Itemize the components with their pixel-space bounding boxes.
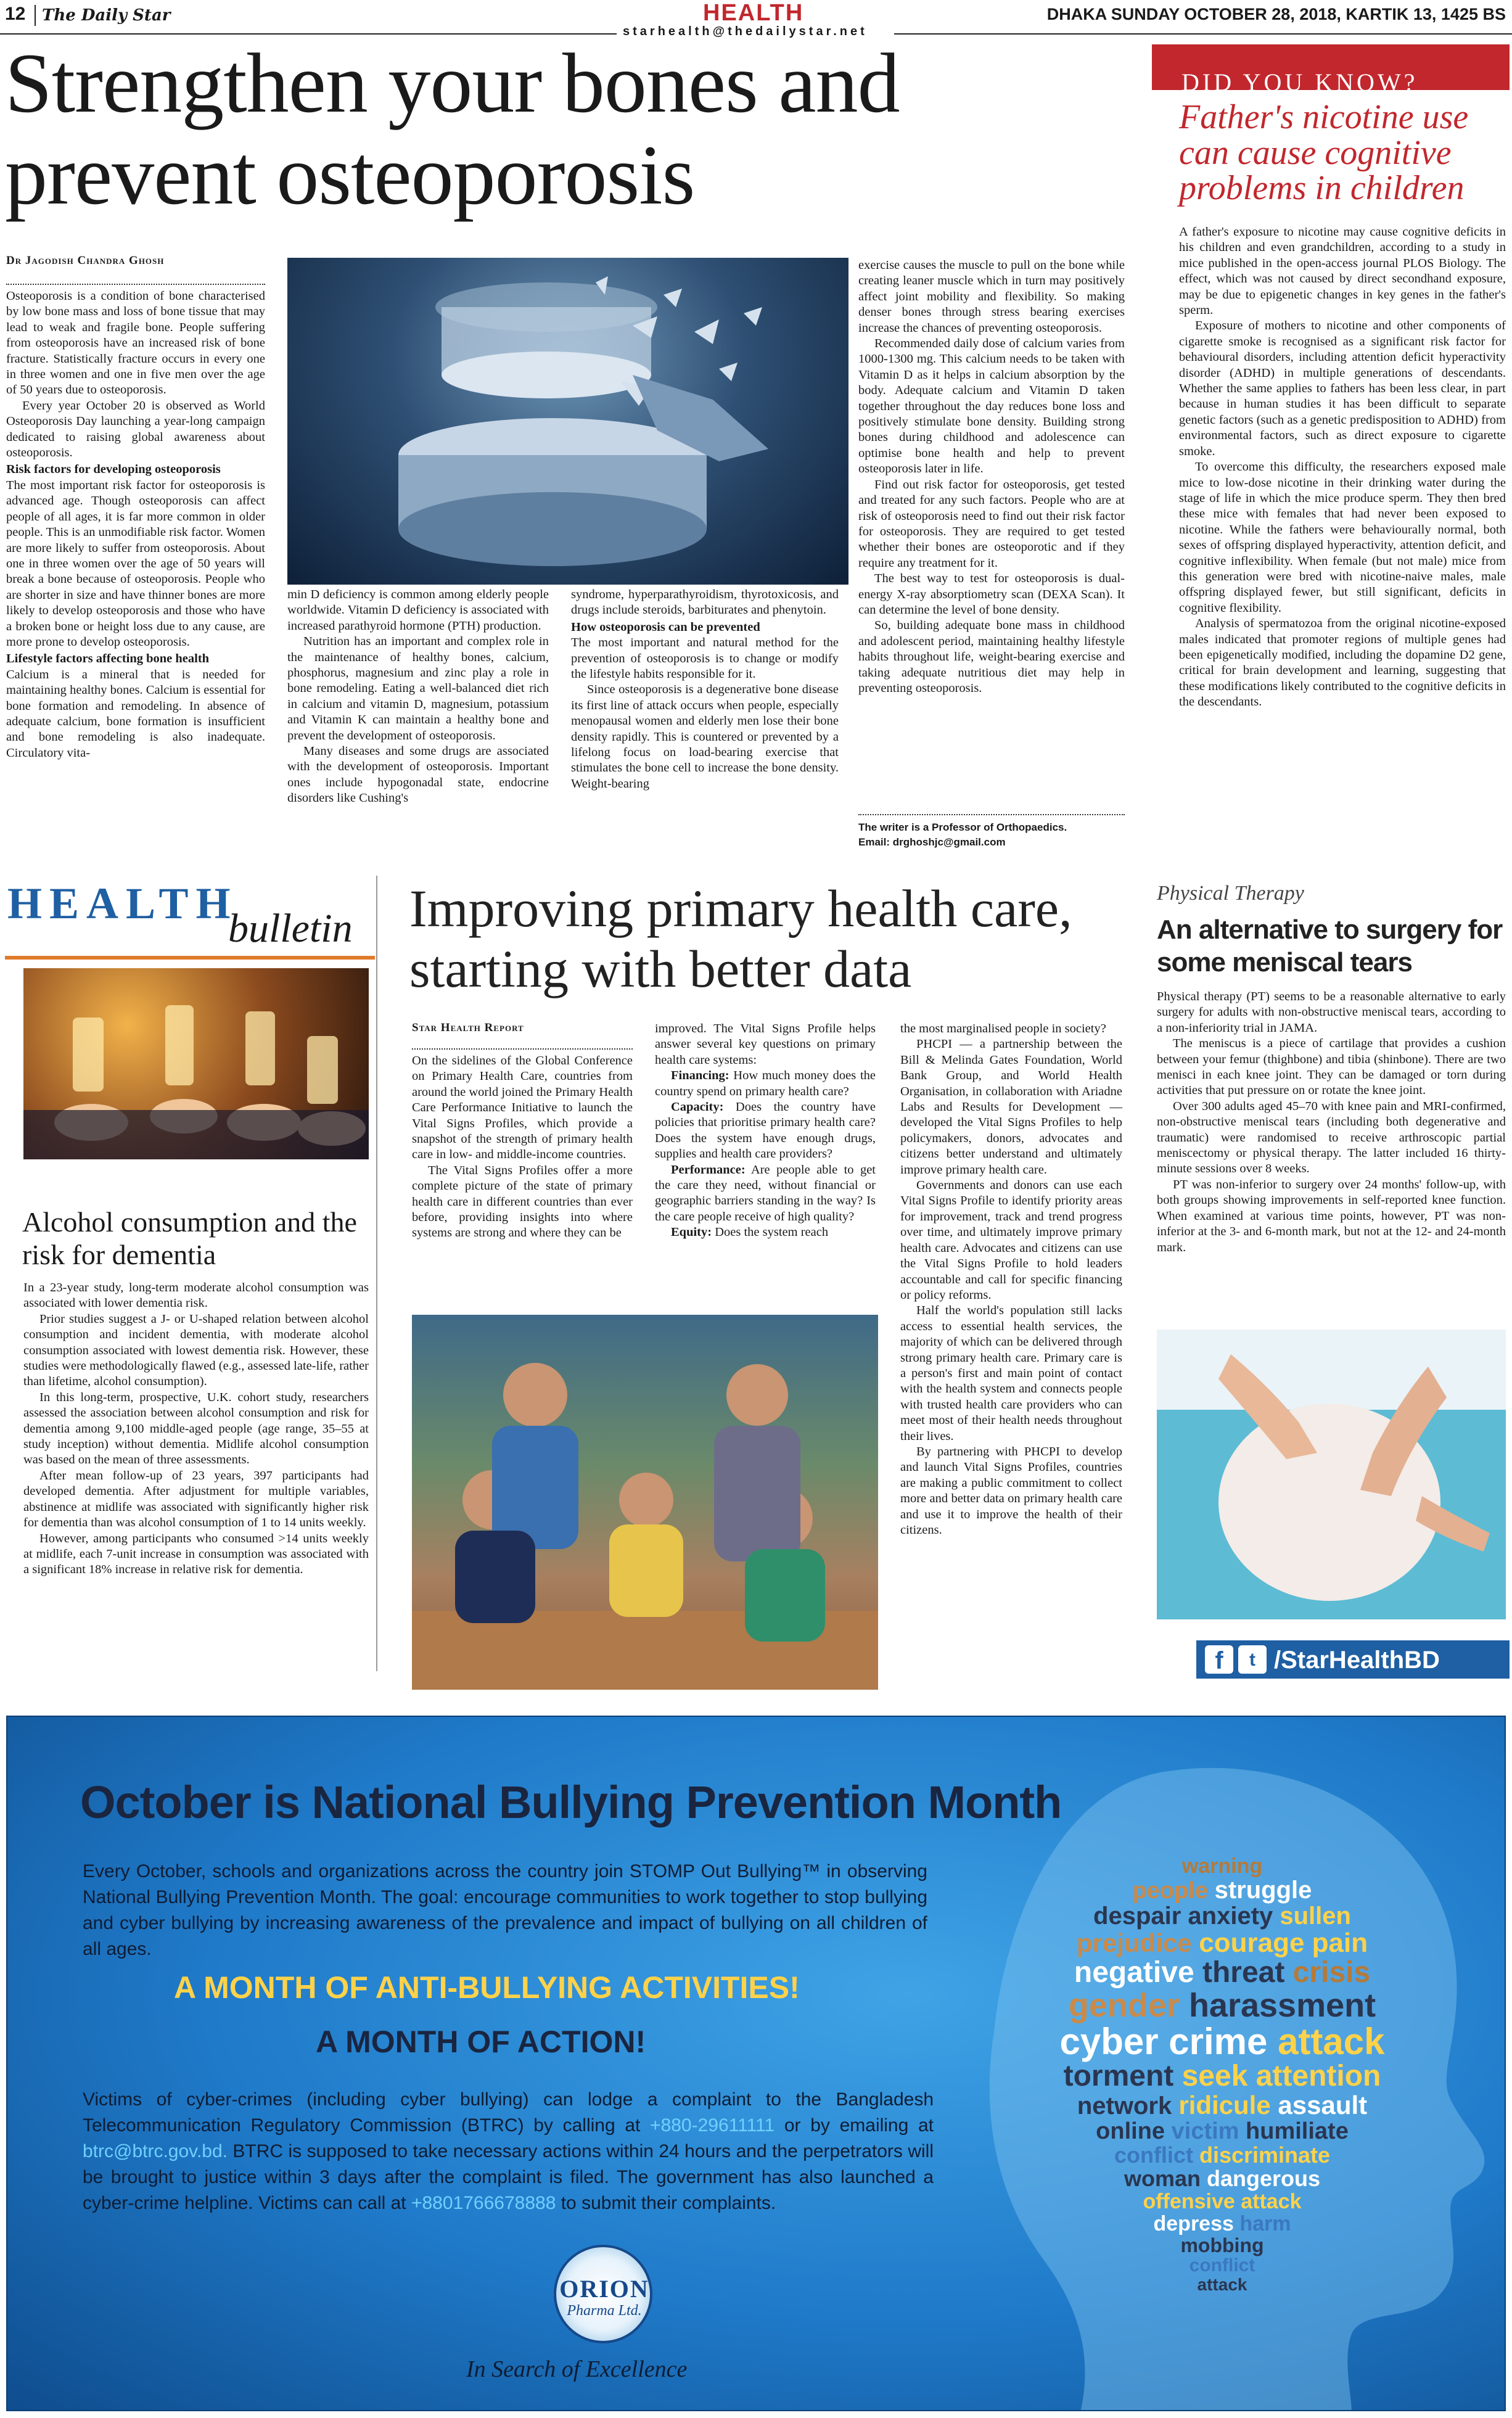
paragraph-lead: Performance:: [671, 1162, 746, 1177]
primary-care-byline: Star Health Report: [412, 1021, 524, 1034]
word-cloud-word: harassment: [1188, 1987, 1376, 2024]
word-cloud-word: network: [1077, 2092, 1179, 2120]
paragraph: Physical therapy (PT) seems to be a reasonable alternative to early surgery for adults with non-obstructive meniscal tears, according to a non-inferiority trial in JAMA.: [1157, 990, 1506, 1035]
bulletin-body: [23, 1280, 369, 1578]
paragraph: Since osteoporosis is a degenerative bone disease its first line of attack occurs when people, especially menopausal women and elderly men lose their bone density rapidly. This is countered or prevented by a lifelong focus on load-bearing exercise that stimulates the bone cell to increase the bone density. Weight-bearing: [571, 683, 839, 791]
word-cloud-row: [1019, 2144, 1426, 2166]
dateline: DHAKA SUNDAY OCTOBER 28, 2018, KARTIK 13, 1425 BS: [1046, 5, 1506, 23]
paragraph: To overcome this difficulty, the researchers exposed male mice to low-dose nicotine in their drinking water during the stage of life in which the mice produce sperm. They then bred these mice with females that had never been exposed to nicotine. While the fathers were behaviourally normal, both sexes of offspring displayed hyperactivity, attention deficit, and cognitive inflexibility. When female (but not male) mice from this generation were bred with nicotine-naive males, male offspring displayed fewer, but still significant, deficits in cognitive flexibility.: [1179, 460, 1506, 615]
paragraph: Many diseases and some drugs are associated with the development of osteoporosis. Important ones include hypogonadal state, endocrine disorders like Cushing's: [287, 744, 549, 805]
lead-byline: Dr Jagodish Chandra Ghosh: [6, 254, 165, 267]
paragraph: PT was non-inferior to surgery over 24 months' follow-up, with both groups showing improvements in self-reported knee function. When examined at various time points, however, PT was non-inferior at the 3- and 6-month mark, but not at the 12- and 24-month mark.: [1157, 1177, 1506, 1254]
paragraph: Over 300 adults aged 45–70 with knee pain and MRI-confirmed, non-obstructive meniscal tears (including both degenerative and traumatic) were randomised to receive arthroscopic partial meniscectomy or physical therapy. The latter included 16 thirty-minute sessions over 8 weeks.: [1157, 1099, 1506, 1176]
ad-headline: October is National Bullying Prevention Month: [80, 1777, 1062, 1828]
did-you-know-panel: [1152, 44, 1510, 860]
section-label: HEALTH: [703, 0, 804, 26]
word-cloud-row: [1019, 2023, 1426, 2060]
paragraph: Find out risk factor for osteoporosis, get tested and treated for any such factors. People who are at risk of osteoporosis need to find out their risk factor for osteoporosis. They are required to get tested whether their bones are osteoporotic and if they require any treatment for it.: [858, 477, 1125, 570]
vertebra-illustration: [287, 258, 848, 585]
masthead: [0, 0, 1512, 38]
paragraph: The meniscus is a piece of cartilage that provides a cushion between your femur (thighbone) and tibia (shinbone). There are two menisci in each knee joint. They can be damaged or torn during activities that put pressure on or rotate the knee joint.: [1157, 1037, 1506, 1098]
word-cloud-row: [1019, 2213, 1426, 2234]
knee-therapy-photo: [1157, 1330, 1506, 1619]
word-cloud-word: discriminate: [1199, 2142, 1331, 2168]
spine-image: [287, 258, 848, 585]
word-cloud-word: pain: [1312, 1928, 1368, 1958]
word-cloud-row: [1019, 1856, 1426, 1877]
twitter-icon[interactable]: t: [1238, 1645, 1267, 1674]
word-cloud-word: depress: [1153, 2212, 1240, 2235]
paragraph: The best way to test for osteoporosis is dual-energy X-ray absorptiometry scan (DEXA Scan). It can determine the level of bone density.: [858, 572, 1125, 617]
paragraph: exercise causes the muscle to pull on the bone while creating leaner muscle which in turn may positively affect joint mobility and flexibility. So making denser bones through stress bearing exercises increase the chances of preventing osteoporosis.: [858, 258, 1125, 335]
word-cloud-row: [1019, 2062, 1426, 2091]
paragraph: Every year October 20 is observed as World Osteoporosis Day launching a year-long campaign dedicated to raising global awareness about osteoporosis.: [6, 398, 265, 460]
paragraph: the most marginalised people in society?: [900, 1022, 1106, 1035]
paragraph-lead: Financing:: [671, 1069, 729, 1083]
word-cloud-row: [1019, 2092, 1426, 2118]
lead-col-1: [6, 289, 265, 761]
lead-col-4: [858, 258, 1125, 696]
word-cloud-row: [1019, 2191, 1426, 2212]
writer-email: Email: drghoshjc@gmail.com: [858, 836, 1006, 848]
word-cloud-word: attention: [1255, 2060, 1381, 2092]
did-you-know-kicker: DID YOU KNOW?: [1181, 68, 1418, 96]
paragraph: The Vital Signs Profiles offer a more complete picture of the state of primary health care in different countries than ever before, providing insights into where systems are strong and where they can be: [412, 1163, 633, 1240]
social-handle[interactable]: /StarHealthBD: [1274, 1647, 1440, 1674]
paragraph: Equity: Does the system reach: [671, 1225, 829, 1240]
word-cloud-row: [1019, 1904, 1426, 1928]
paragraph: The most important risk factor for osteoporosis is advanced age. Though osteoporosis can affect people of all ages, it is far more common in older people. This is an unmodifiable risk factor. Women are more likely to suffer from osteoporosis. About one in three women over the age of 50 years will break a bone because of osteoporosis. People who are shorter in size and have thinner bones are more likely to develop osteoporosis and those who have a broken bone or height loss due to any cause, are more prone to develop osteoporosis.: [6, 478, 265, 649]
word-cloud-word: torment: [1063, 2060, 1182, 2092]
paragraph: Performance: Are people able to get the care they need, without financial or geographic barriers standing in the way? Is the care people receive of high quality?: [655, 1162, 876, 1223]
paragraph-lead: Capacity:: [671, 1100, 724, 1114]
btrc-email-link[interactable]: btrc@btrc.gov.bd.: [83, 2141, 228, 2161]
word-cloud-row: [1019, 2120, 1426, 2143]
word-cloud-word: harm: [1239, 2212, 1291, 2235]
word-cloud-word: crisis: [1292, 1956, 1371, 1989]
paragraph: Prior studies suggest a J- or U-shaped relation between alcohol consumption and incident dementia, with moderate alcohol consumption associated with lowest dementia risk. However, these studies were methodologically flawed (e.g., assessed late-life, rather than lifetime, alcohol consumption).: [23, 1312, 369, 1389]
bulletin-title-health: HEALTH: [7, 879, 238, 928]
paragraph: Governments and donors can use each Vital Signs Profile to identify priority areas for improvement, track and trend progress over time, and ultimately improve primary health care. Advocates and citizens can use the Vital Signs Profile to hold leaders accountable and call for specific financing or policy reforms.: [900, 1178, 1122, 1302]
btrc-phone-link[interactable]: +880-29611111: [650, 2115, 775, 2136]
word-cloud-word: gender: [1068, 1987, 1189, 2024]
subheading: Lifestyle factors affecting bone health: [6, 652, 210, 666]
word-cloud-word: sullen: [1280, 1902, 1351, 1930]
ad-tagline: In Search of Excellence: [466, 2356, 688, 2382]
word-cloud-row: [1019, 2256, 1426, 2275]
word-cloud-word: assault: [1278, 2091, 1368, 2120]
lead-col-3: [571, 587, 839, 792]
paragraph: After mean follow-up of 23 years, 397 participants had developed dementia. After adjustment for multiple variables, abstinence at midlife was associated with significantly higher risk for dementia than was alcohol consumption of 1 to 14 units weekly.: [23, 1468, 369, 1530]
orion-brand: ORION: [559, 2275, 649, 2303]
primary-care-col-1: [412, 1053, 633, 1241]
physical-therapy-headline: An alternative to surgery for some meniscal tears: [1157, 915, 1503, 977]
word-cloud-word: conflict: [1114, 2142, 1199, 2168]
paragraph: The most important and natural method for the prevention of osteoporosis is to change or modify the lifestyle habits responsible for it.: [571, 636, 839, 681]
word-cloud-word: anxiety: [1188, 1902, 1280, 1930]
page-number: 12: [5, 4, 26, 24]
word-cloud-word: attack: [1278, 2021, 1385, 2062]
did-you-know-headline: Father's nicotine use can cause cognitive problems in children: [1179, 98, 1469, 208]
paragraph: In this long-term, prospective, U.K. cohort study, researchers assessed the association between alcohol consumption and risk for dementia among 9,100 middle-aged people (age range, 35–55 at study inception) without dementia. Midlife alcohol consumption was based on the mean of three assessments.: [23, 1390, 369, 1467]
word-cloud-word: online: [1096, 2118, 1172, 2144]
paragraph: In a 23-year study, long-term moderate alcohol consumption was associated with lower dementia risk.: [23, 1281, 369, 1310]
paragraph: PHCPI — a partnership between the Bill & Melinda Gates Foundation, World Bank Group, and World Health Organisation, in collaboration with Ariadne Labs and Results for Development — developed the Vital Signs Profiles to help policymakers, donors, advocates and citizens better understand and ultimately improve primary health care.: [900, 1037, 1122, 1177]
paragraph: min D deficiency is common among elderly people worldwide. Vitamin D deficiency is associated with increased parathyroid hormone (PTH) production.: [287, 588, 549, 633]
toast-image: [23, 968, 369, 1159]
paragraph: Analysis of spermatozoa from the original nicotine-exposed males indicated that promoter regions of multiple genes had been epigenetically modified, including the dopamine D2 gene, critical for brain development and learning, suggesting that these modifications likely contributed to the cognitive deficits in the descendants.: [1179, 617, 1506, 709]
ad-body: Victims of cyber-crimes (including cyber bullying) can lodge a complaint to the Bangladesh Telecommunication Regulatory Commission (BTRC) by calling at +880-29611111 or by emailing at btrc@btrc.gov.bd. BTRC is supposed to take necessary actions within 24 hours and the perpetrators will be brought to justice within 3 days after the complaint is filed. The government has also launched a cyber-crime helpline. Victims can call at +8801766678888 to submit their complaints.: [83, 2089, 934, 2213]
paragraph: By partnering with PHCPI to develop and launch Vital Signs Profiles, countries are making a public commitment to collect more and better data on primary health care and use it to improve the health of their citizens.: [900, 1444, 1122, 1537]
word-cloud-word: humiliate: [1246, 2118, 1349, 2144]
paragraph: So, building adequate bone mass in childhood and adolescent period, maintaining healthy lifestyle habits throughout life, weight-bearing exercise and taking adequate nutritious diet may help in preventing osteoporosis.: [858, 619, 1125, 695]
lead-col-2: [287, 587, 549, 807]
writer-note: The writer is a Professor of Orthopaedics.: [858, 821, 1067, 833]
word-cloud-word: woman: [1124, 2166, 1207, 2191]
word-cloud-row: [1019, 1930, 1426, 1957]
word-cloud-row: [1019, 1989, 1426, 2022]
word-cloud-word: dangerous: [1206, 2166, 1321, 2191]
word-cloud-row: [1019, 2235, 1426, 2255]
orion-logo: [543, 2245, 666, 2343]
word-cloud-word: victim: [1171, 2118, 1246, 2144]
paragraph: Calcium is a mineral that is needed for maintaining healthy bones. Calcium is essential for bone formation and remodeling. In absence of adequate calcium, bone formation is insufficient and bone remodeling is also inadequate. Circulatory vita-: [6, 667, 265, 760]
physical-therapy-kicker: Physical Therapy: [1157, 882, 1304, 905]
health-bulletin: [5, 876, 375, 1684]
primary-care-col-3: [900, 1021, 1122, 1538]
word-cloud-word: attack: [1197, 2275, 1247, 2294]
word-cloud-word: threat: [1202, 1956, 1293, 1989]
ad-intro: Every October, schools and organizations across the country join STOMP Out Bullying™ in observing National Bullying Prevention Month. The goal: encourage communities to work together to stop bullying and cyber bullying by increasing awareness of the prevalence and impact of bullying on all children of all ages.: [83, 1861, 927, 1959]
bulletin-title-bulletin: bulletin: [228, 906, 353, 951]
word-cloud-word: despair: [1093, 1902, 1188, 1930]
ad-slogan-1: A MONTH OF ANTI-BULLYING ACTIVITIES!: [174, 1970, 800, 2005]
helpline-phone-link[interactable]: +8801766678888: [411, 2193, 556, 2213]
ad-slogan-2: A MONTH OF ACTION!: [316, 2025, 646, 2059]
paragraph: Exposure of mothers to nicotine and other components of cigarette smoke is recognised as a significant risk factor for behavioural disorders, including attention deficit hyperactivity disorder (ADHD) in multiple generations of descendants. Whether the same applies to fathers has been less clear, in part because in human studies it has been difficult to separate genetic factors (such as a genetic predisposition to ADHD) from environmental factors, such as direct exposure to cigarette smoke.: [1179, 319, 1506, 458]
bullying-ad: [6, 1716, 1506, 2411]
word-cloud-row: [1019, 1878, 1426, 1902]
paper-name: The Daily Star: [42, 6, 171, 25]
paragraph: On the sidelines of the Global Conference on Primary Health Care, countries from around the world joined the Primary Health Care Performance Initiative to launch the Vital Signs Profiles, which provide a snapshot of the strength of primary health care in low- and middle-income countries.: [412, 1054, 633, 1162]
paragraph: improved. The Vital Signs Profile helps answer several key questions on primary health care systems:: [655, 1022, 876, 1067]
family-photo: [412, 1315, 878, 1690]
word-cloud-word: negative: [1074, 1956, 1202, 1989]
primary-care-headline: Improving primary health care, starting with better data: [409, 879, 1072, 999]
did-you-know-body: [1179, 224, 1506, 710]
bulletin-headline: Alcohol consumption and the risk for dementia: [22, 1206, 357, 1270]
word-cloud-row: [1019, 2168, 1426, 2190]
word-cloud-word: courage: [1199, 1928, 1312, 1958]
subheading: Risk factors for developing osteoporosis: [6, 463, 221, 477]
subheading: How osteoporosis can be prevented: [571, 620, 760, 634]
paragraph: Financing: How much money does the country spend on primary health care?: [655, 1069, 876, 1098]
word-cloud-word: ridicule: [1178, 2091, 1278, 2120]
word-cloud-word: offensive attack: [1143, 2190, 1302, 2213]
paragraph: Capacity: Does the country have policies that prioritise primary health care? Does the system have enough drugs, supplies and health care providers?: [655, 1100, 876, 1161]
word-cloud-word: cyber crime: [1059, 2021, 1278, 2062]
lead-headline: Strengthen your bones and prevent osteoporosis: [5, 36, 900, 223]
paragraph: Recommended daily dose of calcium varies from 1000-1300 mg. This calcium needs to be taken with Vitamin D as it helps in calcium absorption by the body. Adequate calcium and Vitamin D taken together throughout the day reduces bone loss and positively stimulate bone density. Building strong bones during childhood and adolescence can optimise bone health and help to prevent osteoporosis later in life.: [858, 337, 1125, 476]
paragraph: Osteoporosis is a condition of bone characterised by low bone mass and loss of bone tissue that may lead to weak and fragile bone. People suffering from osteoporosis have an increased risk of bone fracture. Statistically fracture occurs in every one in three women and one in five men over the age of 50 years due to osteoporosis.: [6, 289, 265, 397]
primary-care-col-2: [655, 1021, 876, 1241]
paragraph: syndrome, hyperparathyroidism, thyrotoxicosis, and drugs include steroids, barbiturates and phenytoin.: [571, 588, 839, 617]
paragraph-lead: Equity:: [671, 1225, 712, 1240]
word-cloud-word: mobbing: [1180, 2234, 1264, 2256]
facebook-icon[interactable]: f: [1205, 1645, 1233, 1674]
section-email: starhealth@thedailystar.net: [623, 25, 868, 38]
word-cloud-row: [1019, 1958, 1426, 1988]
paragraph: However, among participants who consumed >14 units weekly at midlife, each 7-unit increase in consumption was associated with a significant 18% increase in relative risk for dementia.: [23, 1531, 369, 1577]
word-cloud-row: [1019, 2276, 1426, 2293]
word-cloud: [1019, 1856, 1426, 2295]
word-cloud-word: warning: [1181, 1854, 1263, 1878]
word-cloud-word: seek: [1181, 2060, 1256, 2092]
word-cloud-word: prejudice: [1076, 1928, 1199, 1957]
paragraph: Half the world's population still lacks access to essential health services, the majority of which can be delivered through strong primary health care. Primary care is a person's first and main point of contact with the health system and connects people with trusted health care providers who can meet most of their health needs throughout their lives.: [900, 1304, 1122, 1443]
word-cloud-word: conflict: [1189, 2255, 1255, 2276]
physical-therapy-body: [1157, 989, 1506, 1256]
word-cloud-word: people: [1132, 1878, 1215, 1904]
paragraph: A father's exposure to nicotine may cause cognitive deficits in his children and even grandchildren, according to a study in mice published in the open-access journal PLOS Biology. The effect, which was not caused by direct secondhand exposure, may be due to epigenetic changes in key genes in the father's sperm.: [1179, 225, 1506, 318]
social-bar: [1196, 1640, 1510, 1679]
paragraph: Nutrition has an important and complex role in the maintenance of healthy bones, calcium, phosphorus, magnesium and zinc play a role in bone remodeling. Eating a well-balanced diet rich in calcium and vitamin D, magnesium, potassium and Vitamin K can maintain a healthy bone and prevent the development of osteoporosis.: [287, 635, 549, 742]
word-cloud-word: struggle: [1214, 1877, 1312, 1904]
orion-brand-sub: Pharma Ltd.: [567, 2303, 642, 2319]
